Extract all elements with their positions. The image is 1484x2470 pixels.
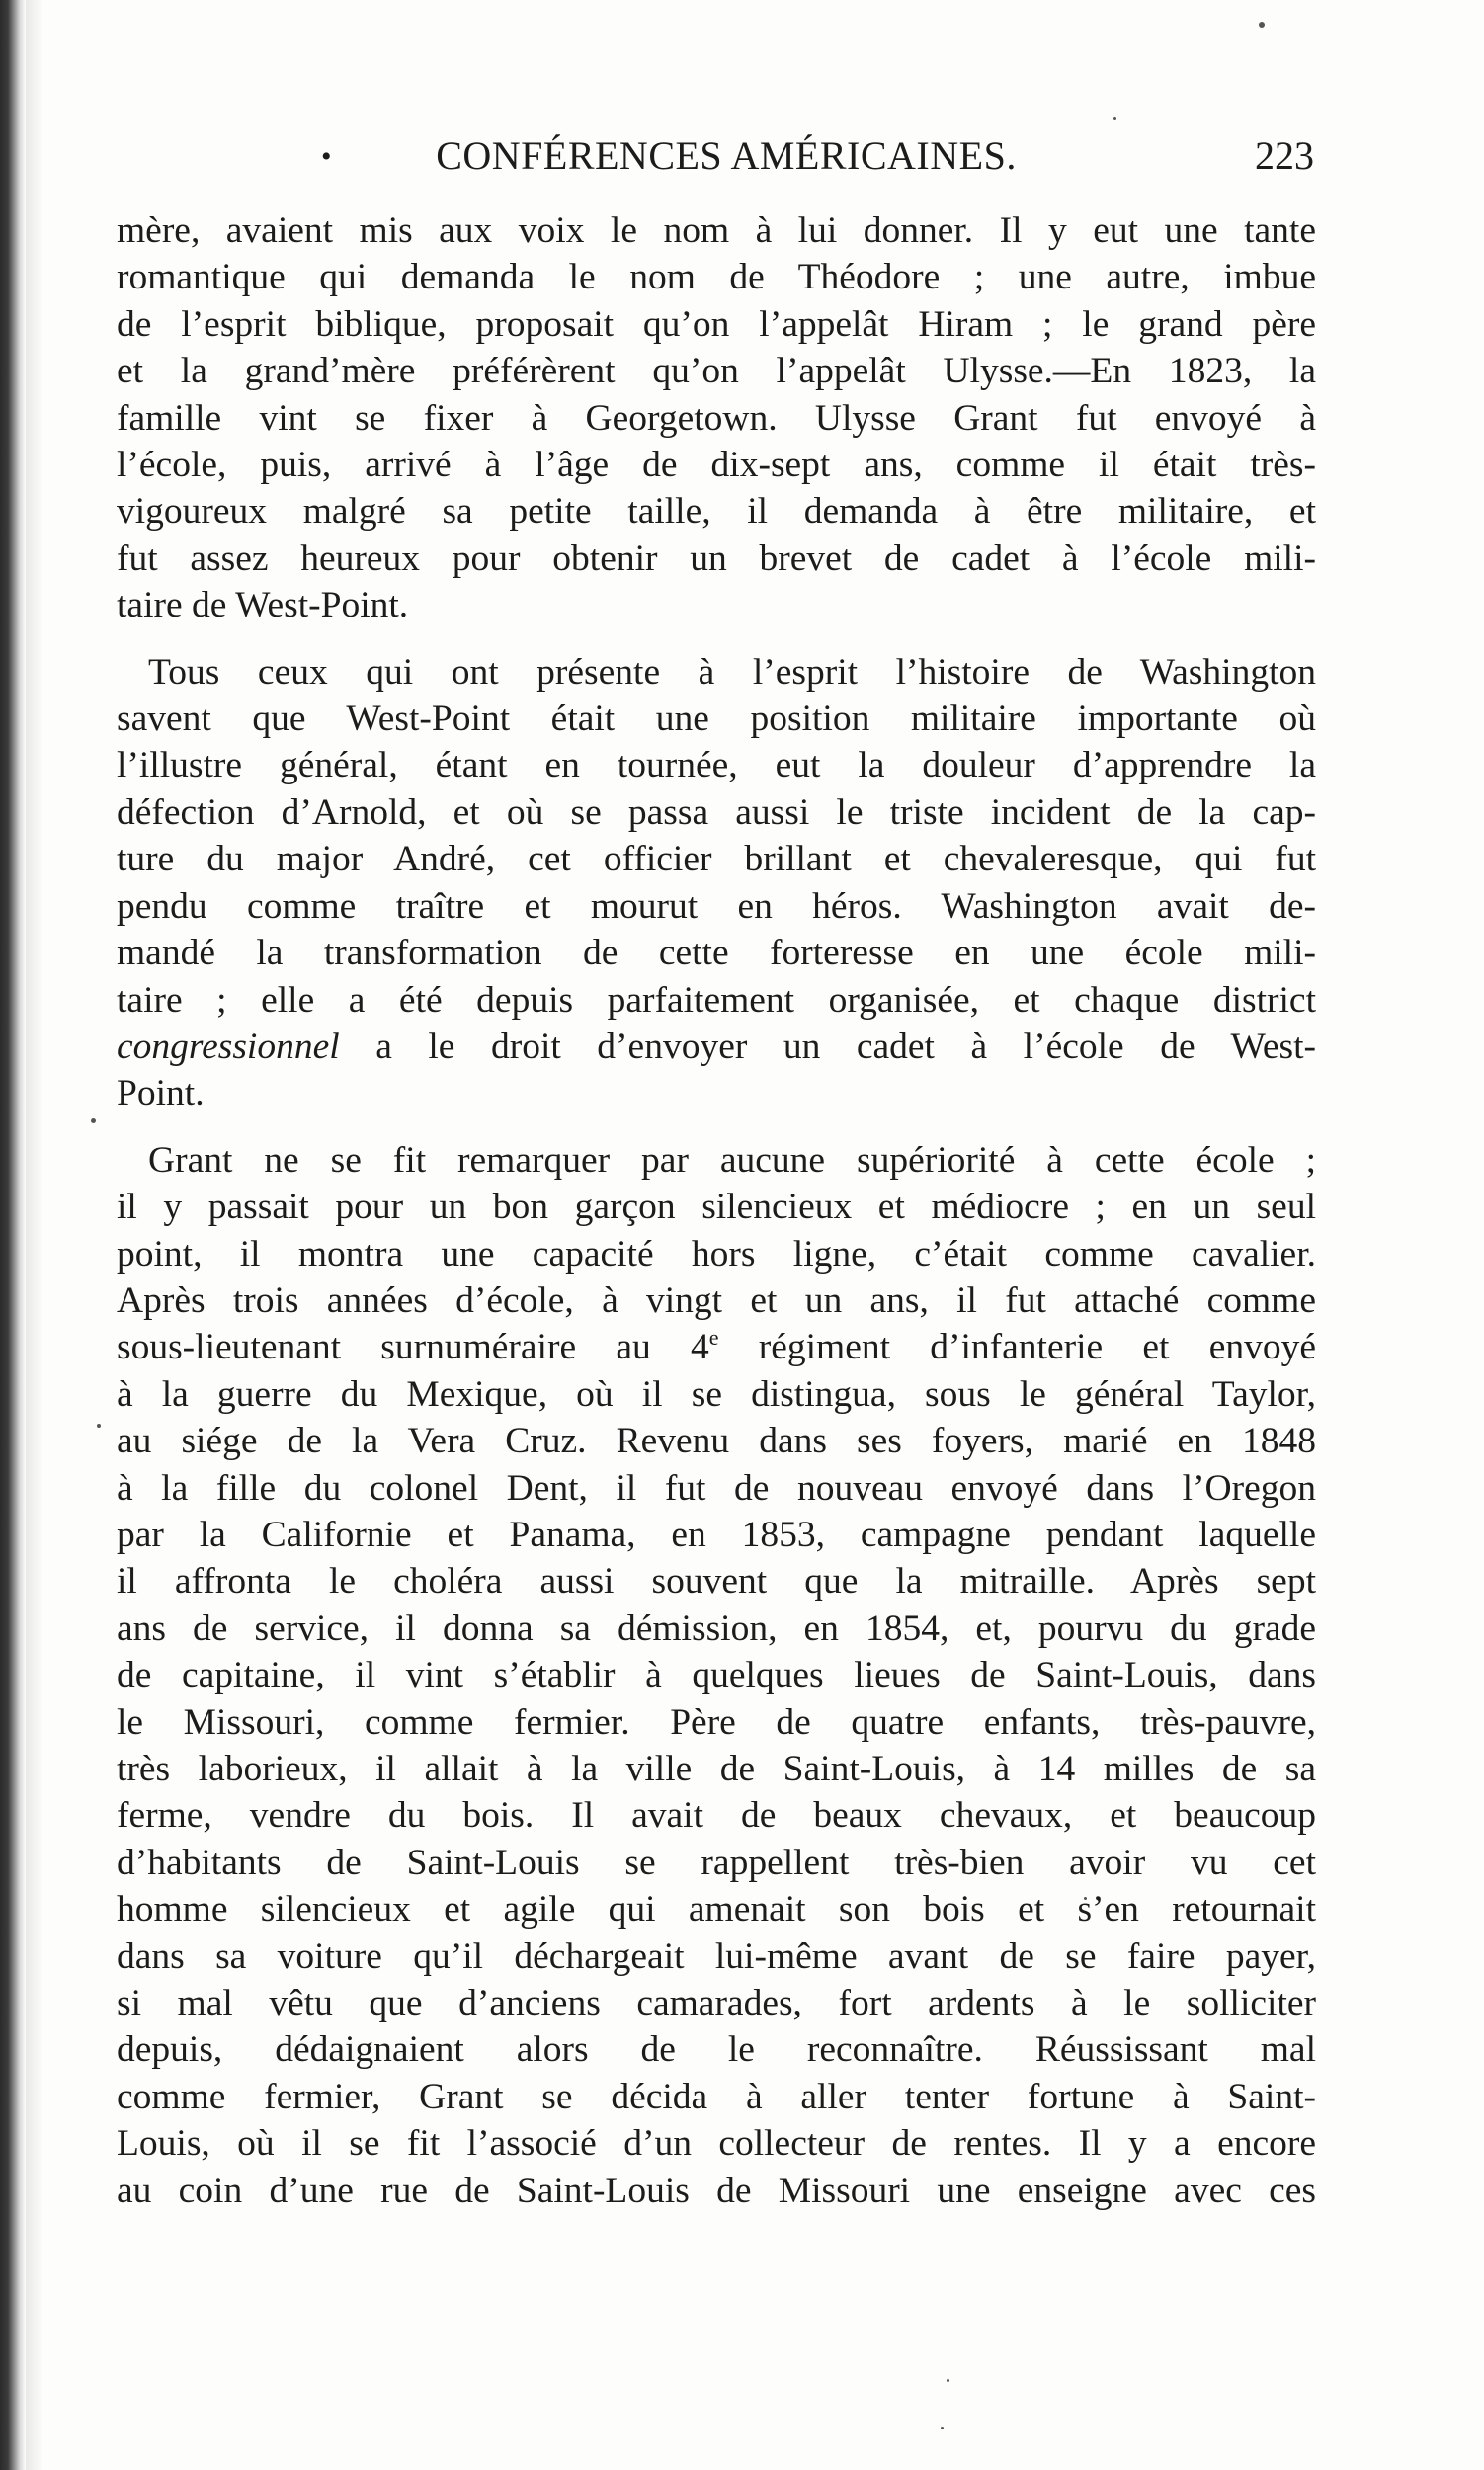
text-line: de l’esprit biblique, proposait qu’on l’appelât Hiram ; le grand père — [117, 303, 1316, 345]
text-line: il y passait pour un bon garçon silencieux et médiocre ; en un seul — [117, 1187, 1316, 1228]
text-line: si mal vêtu que d’anciens camarades, fort ardents à le solliciter — [117, 1983, 1316, 2024]
text-line: le Missouri, comme fermier. Père de quatre enfants, très-pauvre, — [117, 1701, 1316, 1743]
paragraph — [117, 207, 1316, 629]
text-line: de capitaine, il vint s’établir à quelques lieues de Saint-Louis, dans — [117, 1655, 1316, 1696]
text-line: ans de service, il donna sa démission, en 1854, et, pourvu du grade — [117, 1607, 1316, 1649]
running-title: CONFÉRENCES AMÉRICAINES. — [436, 133, 1017, 178]
text-line: au coin d’une rue de Saint-Louis de Missouri une enseigne avec ces — [117, 2170, 1316, 2211]
text-line: fut assez heureux pour obtenir un brevet de cadet à l’école mili- — [117, 537, 1316, 579]
text-line: taire ; elle a été depuis parfaitement organisée, et chaque district — [117, 979, 1316, 1021]
scan-speck — [947, 2379, 949, 2382]
text-line: l’école, puis, arrivé à l’âge de dix-sept ans, comme il était très- — [117, 445, 1316, 486]
text-line: Après trois années d’école, à vingt et un ans, il fut attaché comme — [117, 1279, 1316, 1321]
scan-speck — [1259, 22, 1265, 28]
text-line: ture du major André, cet officier brillant et chevaleresque, qui fut — [117, 839, 1316, 880]
paragraph — [117, 649, 1316, 1117]
text-line: défection d’Arnold, et où se passa aussi le triste incident de la cap- — [117, 791, 1316, 833]
text-line: à la fille du colonel Dent, il fut de nouveau envoyé dans l’Oregon — [117, 1467, 1316, 1509]
binding-shadow — [26, 0, 43, 2470]
text-line: romantique qui demanda le nom de Théodore ; une autre, imbue — [117, 257, 1316, 298]
scan-speck — [91, 1118, 96, 1123]
text-line: savent que West-Point était une position militaire importante où — [117, 699, 1316, 740]
text-line: dans sa voiture qu’il déchargeait lui-même avant de se faire payer, — [117, 1935, 1316, 1977]
paragraph — [117, 1137, 1316, 2214]
page-number: 223 — [1255, 133, 1314, 178]
text-line: Grant ne se fit remarquer par aucune supériorité à cette école ; — [148, 1139, 1316, 1181]
text-line: congressionnel a le droit d’envoyer un cadet à l’école de West- — [117, 1026, 1316, 1067]
scan-speck — [1113, 117, 1116, 120]
text-line: par la Californie et Panama, en 1853, campagne pendant laquelle — [117, 1514, 1316, 1555]
text-line: au siége de la Vera Cruz. Revenu dans ses foyers, marié en 1848 — [117, 1421, 1316, 1462]
text-line: à la guerre du Mexique, où il se distingua, sous le général Taylor, — [117, 1373, 1316, 1415]
text-line: Tous ceux qui ont présente à l’esprit l’histoire de Washington — [148, 651, 1316, 693]
text-line: mère, avaient mis aux voix le nom à lui donner. Il y eut une tante — [117, 210, 1316, 251]
text-line: ferme, vendre du bois. Il avait de beaux chevaux, et beaucoup — [117, 1795, 1316, 1837]
scan-speck — [97, 1424, 101, 1428]
text-line: taire de West-Point. — [117, 585, 409, 626]
text-line: très laborieux, il allait à la ville de Saint-Louis, à 14 milles de sa — [117, 1749, 1316, 1789]
text-line: depuis, dédaignaient alors de le reconnaître. Réussissant mal — [117, 2029, 1316, 2071]
scan-speck — [941, 2427, 944, 2429]
text-line: et la grand’mère préférèrent qu’on l’appelât Ulysse.—En 1823, la — [117, 351, 1316, 392]
text-line: Point. — [117, 1073, 205, 1114]
text-line: famille vint se fixer à Georgetown. Ulysse Grant fut envoyé à — [117, 397, 1316, 439]
binding-edge — [0, 0, 26, 2470]
running-head — [217, 126, 1314, 186]
text-line: il affronta le choléra aussi souvent que la mitraille. Après sept — [117, 1561, 1316, 1603]
text-line: vigoureux malgré sa petite taille, il demanda à être militaire, et — [117, 491, 1316, 533]
text-line: pendu comme traître et mourut en héros. Washington avait de- — [117, 885, 1316, 927]
text-line: sous-lieutenant surnuméraire au 4e régiment d’infanterie et envoyé — [117, 1325, 1316, 1368]
header-dot: • — [321, 140, 332, 173]
text-line: comme fermier, Grant se décida à aller tenter fortune à Saint- — [117, 2076, 1316, 2117]
text-line: homme silencieux et agile qui amenait son bois et s’en retournait — [117, 1889, 1316, 1931]
text-line: l’illustre général, étant en tournée, eut la douleur d’apprendre la — [117, 745, 1316, 786]
body-text — [117, 207, 1316, 2214]
text-line: d’habitants de Saint-Louis se rappellent très-bien avoir vu cet — [117, 1842, 1316, 1883]
text-line: point, il montra une capacité hors ligne, c’était comme cavalier. — [117, 1233, 1316, 1275]
text-line: Louis, où il se fit l’associé d’un collecteur de rentes. Il y a encore — [117, 2123, 1316, 2165]
text-line: mandé la transformation de cette forteresse en une école mili- — [117, 933, 1316, 974]
